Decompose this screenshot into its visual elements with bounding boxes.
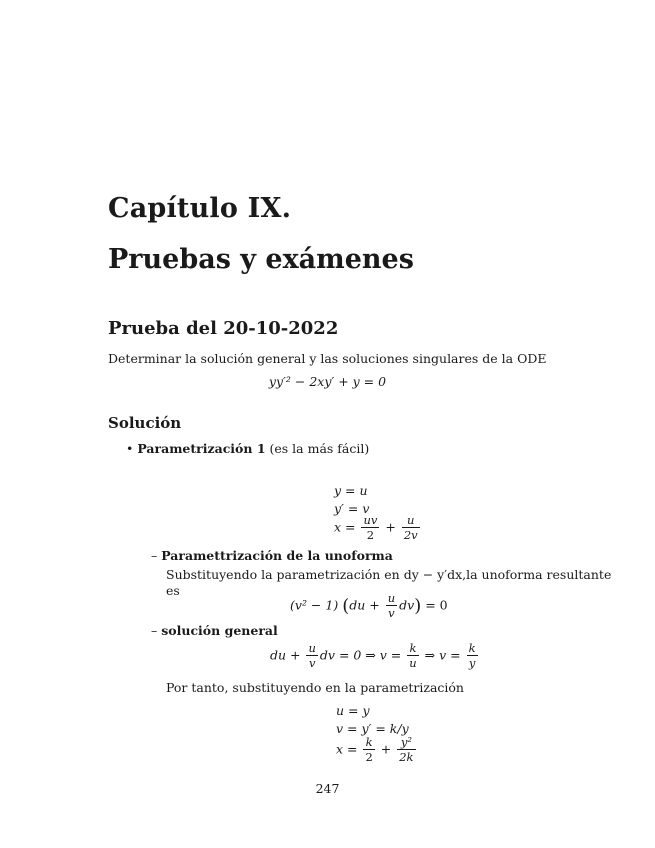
subitem-solucion-general: – solución general <box>151 623 278 638</box>
param-eq-3: x = $\frac{uv}{2}$ + $\frac{u}{2v}$ <box>334 513 418 542</box>
param-eq-1: y = u <box>334 483 368 498</box>
bullet-icon: • <box>126 441 134 456</box>
chapter-number: Capítulo IX. <box>108 193 292 224</box>
page-number: 247 <box>315 781 340 796</box>
final-eq-3: x = $\frac{k}{2}$ + $\frac{\text{y²}}{2k}$ <box>336 735 414 764</box>
section-title: Prueba del 20-10-2022 <box>108 318 339 339</box>
subitem-unoforma: – Paramettrización de la unoforma <box>151 548 393 563</box>
chapter-title: Pruebas y exámenes <box>108 244 414 275</box>
por-tanto-text: Por tanto, substituyendo en la parametrización <box>166 680 464 695</box>
unoforma-equation: (v² − 1) (du + $\frac{u}{v}$ dv) = 0 <box>290 591 448 620</box>
solution-heading: Solución <box>108 414 182 432</box>
param-eq-2: y′ = v <box>334 501 370 516</box>
unoforma-text-1: Substituyendo la parametrización en dy − y′dx,la unoforma resultante <box>166 567 612 582</box>
unoforma-text-2: es <box>166 583 180 598</box>
final-eq-2: v = y′ = k/y <box>336 721 409 736</box>
dash-icon: – <box>151 623 162 638</box>
main-equation: yy′² − 2xy′ + y = 0 <box>268 374 387 389</box>
general-solution-equation: du + $\frac{u}{v}$ dv = 0 ⇒ v = $\frac{k}{u}$ ⇒ v = $\frac{k}{y}$ <box>270 641 476 670</box>
final-eq-1: u = y <box>336 703 370 718</box>
bullet-bold: Parametrización 1 <box>137 441 266 456</box>
bullet-rest: (es la más fácil) <box>265 441 370 456</box>
intro-text: Determinar la solución general y las soluciones singulares de la ODE <box>108 351 547 366</box>
dash-icon: – <box>151 548 162 563</box>
bullet-item-param1 <box>126 441 369 456</box>
